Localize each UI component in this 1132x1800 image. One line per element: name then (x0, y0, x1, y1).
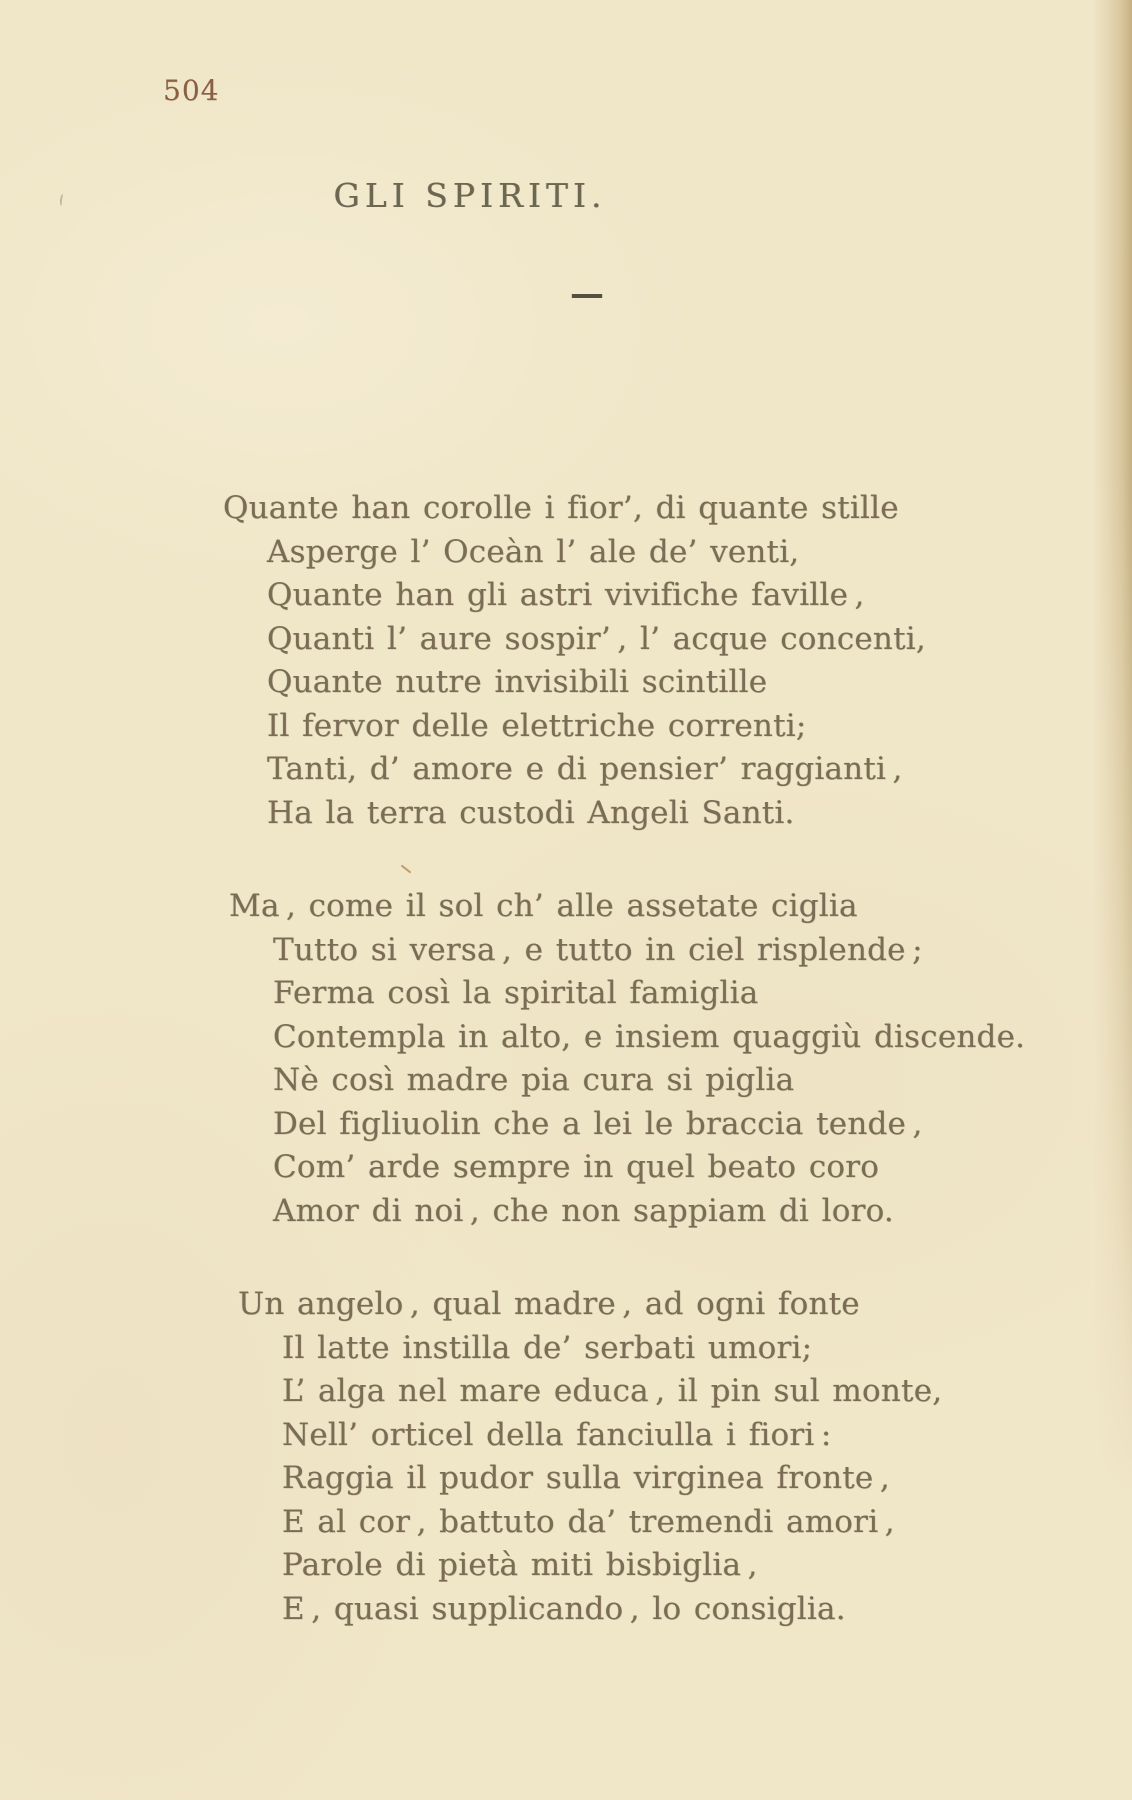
poem-line: Amor di noi , che non sappiam di loro. (273, 1192, 894, 1229)
poem-line: Quanti l’ aure sospir’ , l’ acque concenti, (267, 620, 926, 657)
poem-line: Nè così madre pia cura si piglia (273, 1062, 795, 1098)
poem-line: E al cor , battuto da’ tremendi amori , (282, 1503, 895, 1540)
poem-title: GLI SPIRITI. (333, 176, 607, 215)
poem-line: Ferma così la spirital famiglia (273, 975, 759, 1011)
poem-line: Quante han corolle i fior’, di quante stille (223, 490, 899, 526)
poem-line: Il fervor delle elettriche correnti; (267, 707, 807, 744)
poem-line: Del figliuolin che a lei le braccia tende , (273, 1105, 923, 1142)
poem-line: Com’ arde sempre in quel beato coro (273, 1149, 880, 1185)
poem-line: Ma , come il sol ch’ alle assetate ciglia (229, 888, 858, 924)
poem-line: L’ alga nel mare educa , il pin sul monte, (282, 1373, 943, 1409)
poem-line: Raggia il pudor sulla virginea fronte , (282, 1460, 890, 1496)
poem-line: Quante han gli astri vivifiche faville , (267, 577, 865, 613)
page-number: 504 (163, 74, 220, 107)
poem-line: Tutto si versa , e tutto in ciel risplende ; (273, 931, 923, 968)
poem-line: Contempla in alto, e insiem quaggiù discende. (273, 1018, 1026, 1055)
poem-line: Quante nutre invisibili scintille (267, 664, 768, 700)
poem-line: Tanti, d’ amore e di pensier’ raggianti , (267, 751, 903, 787)
poem-line: Il latte instilla de’ serbati umori; (282, 1329, 813, 1366)
poem-line: Un angelo , qual madre , ad ogni fonte (238, 1286, 860, 1322)
stanza (223, 487, 1025, 835)
poem-line: Parole di pietà miti bisbiglia , (282, 1547, 758, 1583)
poem-line: Nell’ orticel della fanciulla i fiori : (282, 1416, 832, 1453)
stanza (238, 1283, 1025, 1631)
poem-line: E , quasi supplicando , lo consiglia. (282, 1590, 846, 1627)
poem-line: Asperge l’ Oceàn l’ ale de’ venti, (267, 533, 800, 570)
poem-body (223, 487, 1025, 1681)
title-separator-dash: — (570, 274, 604, 314)
page-edge-shading (1092, 0, 1132, 1560)
poem-line: Ha la terra custodi Angeli Santi. (267, 794, 795, 831)
stanza (229, 885, 1025, 1233)
